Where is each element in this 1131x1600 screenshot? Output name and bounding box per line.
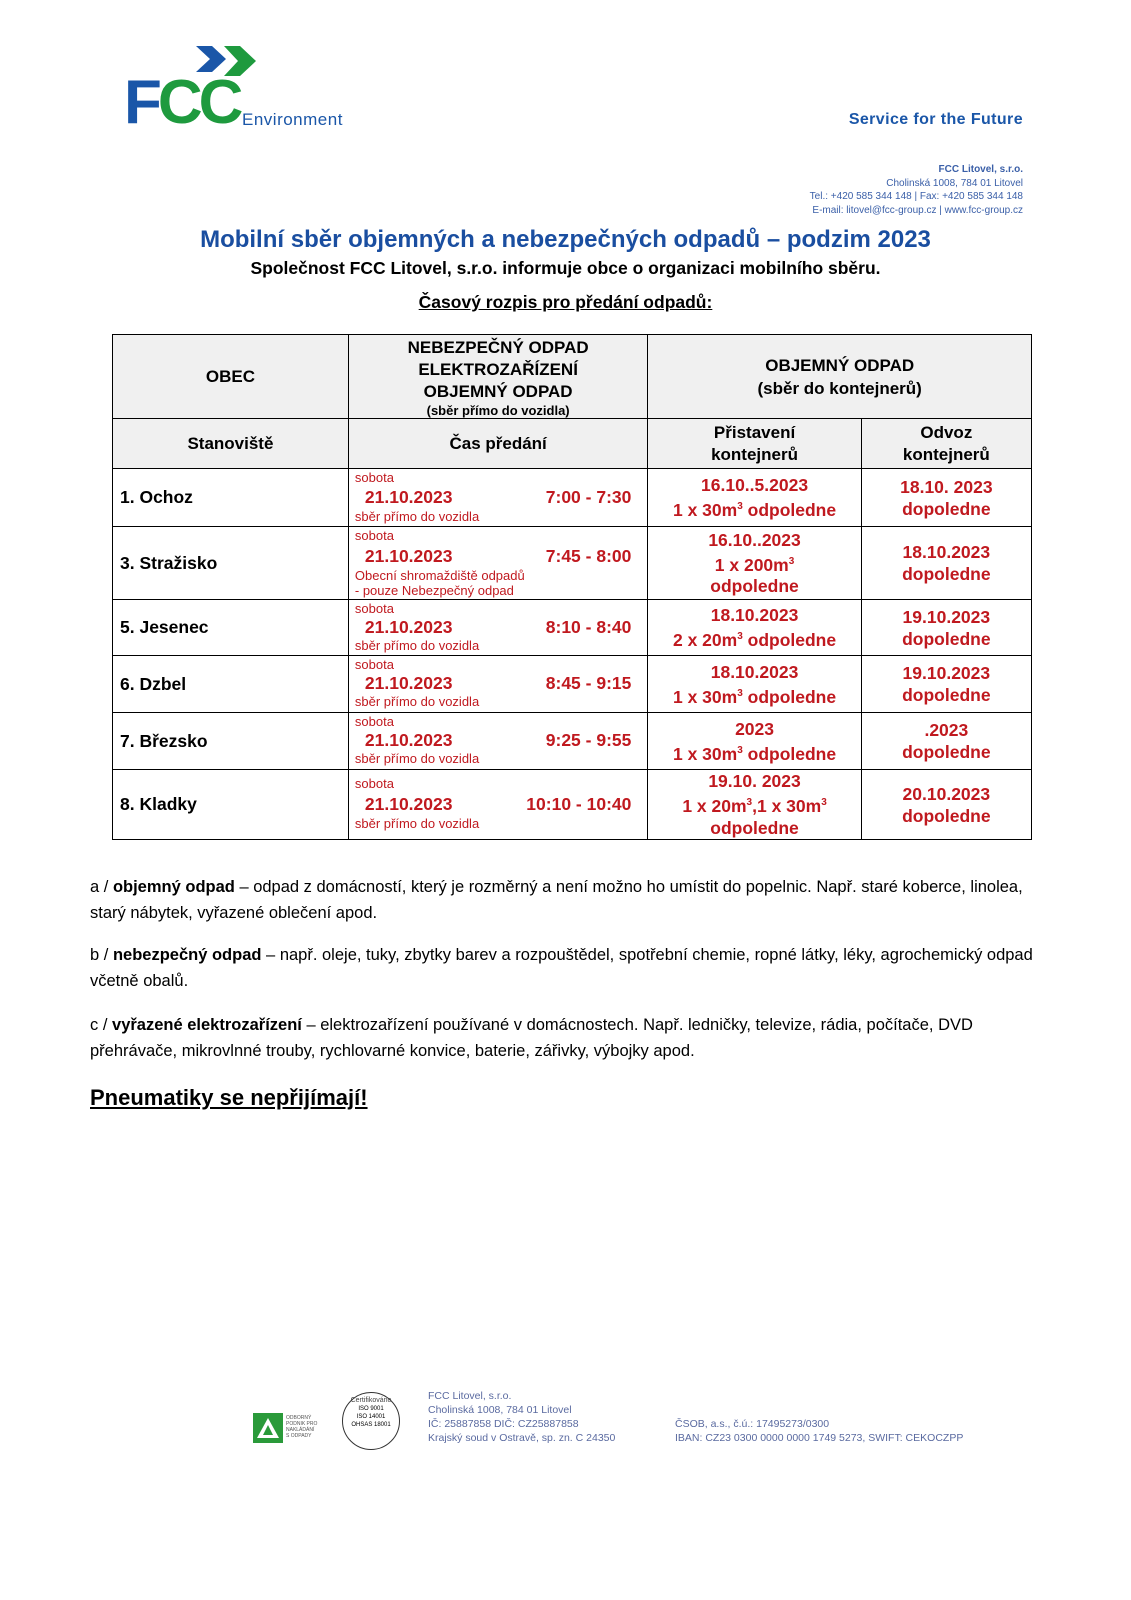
note-electronics — [90, 1012, 1050, 1064]
row-note: sběr přímo do vozidla — [354, 638, 480, 653]
contact-company: FCC Litovel, s.r.o. — [938, 164, 1023, 175]
tagline: Service for the Future — [848, 111, 1023, 128]
row-time-cell — [348, 656, 647, 713]
note-text: – např. oleje, tuky, zbytky barev a rozpouštědel, spotřební chemie, ropné látky, léky, agrochemický odpad včetně obalů. — [90, 946, 1033, 990]
logo-letter-c2: C — [198, 68, 240, 137]
row-delivery — [648, 600, 861, 656]
header-group-container-note: (sběr do kontejnerů) — [757, 378, 922, 398]
row-note: sběr přímo do vozidla — [354, 509, 480, 524]
schedule-table — [112, 334, 1032, 840]
row-delivery-line: odpoledne — [710, 817, 799, 838]
row-time-cell — [348, 713, 647, 770]
row-place: 6. Dzbel — [113, 656, 349, 713]
row-pickup-line: dopoledne — [902, 628, 991, 649]
row-delivery-line: 2023 — [735, 718, 774, 739]
header-odvoz-line: Odvoz — [920, 422, 973, 442]
row-day: sobota — [354, 657, 394, 672]
footer-company: FCC Litovel, s.r.o. — [428, 1390, 512, 1402]
row-delivery — [648, 656, 861, 713]
header-group-container — [648, 335, 1032, 419]
row-date: 21.10.2023 — [364, 730, 453, 750]
row-date: 21.10.2023 — [364, 546, 453, 566]
table-row — [113, 600, 1032, 656]
row-pickup-line: dopoledne — [902, 564, 991, 584]
row-place: 7. Březsko — [113, 713, 349, 770]
note-term: nebezpečný odpad — [112, 946, 262, 964]
row-pickup — [861, 713, 1031, 770]
row-note: Obecní shromaždiště odpadů — [354, 568, 525, 583]
header-group-direct-line: NEBEZPEČNÝ ODPAD — [407, 338, 589, 357]
contact-block — [810, 163, 1023, 217]
row-place: 1. Ochoz — [113, 469, 349, 527]
row-date: 21.10.2023 — [364, 487, 453, 507]
row-day: sobota — [354, 470, 394, 485]
waste-company-text — [286, 1415, 317, 1439]
row-delivery-line: 2 x $20m^3$ odpoledne — [672, 629, 837, 650]
note-text: – odpad z domácností, který je rozměrný a není možno ho umístit do popelnic. Např. staré koberce, linolea, starý nábytek, vyřazené oblečení apod. — [90, 878, 1023, 922]
row-time-cell — [348, 770, 647, 840]
footer-address: Cholinská 1008, 784 01 Litovel — [428, 1404, 572, 1416]
header-pristaveni — [648, 419, 861, 469]
iso-arc-text: Certifikováno — [350, 1397, 392, 1404]
odp-line: PODNIK PRO — [286, 1421, 318, 1427]
header-group-direct-note: (sběr přímo do vozidla) — [426, 403, 570, 418]
header-group-direct-line: ELEKTROZAŘÍZENÍ — [418, 360, 578, 379]
row-note: sběr přímo do vozidla — [354, 751, 480, 766]
contact-address: Cholinská 1008, 784 01 Litovel — [886, 177, 1023, 189]
row-pickup-line: dopoledne — [902, 498, 991, 519]
row-place: 8. Kladky — [113, 770, 349, 840]
row-place: 3. Stražisko — [113, 527, 349, 600]
row-pickup-line: dopoledne — [902, 742, 991, 762]
odp-line: NAKLÁDÁNÍ — [286, 1427, 315, 1433]
note-text: – elektrozařízení používané v domácnostech. Např. ledničky, televize, rádia, počítače, DVD přehrávače, mikrovlnné trouby, rychlovarné konvice, baterie, zářivky, výbojky apod. — [90, 1016, 973, 1060]
note-prefix: a / — [90, 878, 113, 896]
logo-letter-c1: C — [157, 68, 199, 137]
row-day: sobota — [354, 776, 394, 791]
table-row — [113, 527, 1032, 600]
row-place: 5. Jesenec — [113, 600, 349, 656]
row-pickup — [861, 527, 1031, 600]
row-date: 21.10.2023 — [364, 673, 453, 693]
row-pickup-line: dopoledne — [902, 685, 991, 705]
row-delivery-line: 16.10..5.2023 — [701, 475, 809, 496]
fcc-logo — [124, 68, 240, 137]
waste-company-logo-icon — [253, 1413, 283, 1443]
row-delivery-line: 16.10..2023 — [708, 529, 801, 550]
row-pickup-line: 19.10.2023 — [902, 606, 991, 627]
header-group-direct — [348, 335, 647, 419]
logo-letter-f: F — [124, 68, 158, 137]
note-bulky-waste — [90, 874, 1050, 926]
iso-line: OHSAS 18001 — [351, 1422, 391, 1428]
contact-phone: Tel.: +420 585 344 148 | Fax: +420 585 344 148 — [809, 191, 1023, 202]
row-pickup — [861, 469, 1031, 527]
header-pristaveni-line: kontejnerů — [711, 444, 798, 464]
header-group-container-title: OBJEMNÝ ODPAD — [765, 355, 915, 375]
row-note: - pouze Nebezpečný odpad — [354, 583, 514, 598]
table-row — [113, 713, 1032, 770]
row-note: sběr přímo do vozidla — [354, 816, 480, 831]
footer-ids: IČ: 25887858 DIČ: CZ25887858 — [428, 1418, 579, 1430]
row-note: sběr přímo do vozidla — [354, 694, 480, 709]
tires-notice: Pneumatiky se nepřijímají! — [90, 1085, 368, 1110]
row-time: 10:10 - 10:40 — [526, 794, 632, 814]
row-delivery — [648, 469, 861, 527]
iso-line: ISO 14001 — [356, 1414, 386, 1420]
row-delivery-line: 18.10.2023 — [710, 605, 799, 626]
note-term: vyřazené elektrozařízení — [112, 1016, 302, 1034]
header-cas: Čas předání — [348, 419, 647, 469]
row-delivery-line: 1 x $30m^3$ odpoledne — [672, 743, 837, 764]
contact-email: E-mail: litovel@fcc-group.cz | www.fcc-group.cz — [812, 204, 1023, 216]
header-pristaveni-line: Přistavení — [713, 422, 796, 442]
note-prefix: b / — [90, 946, 113, 964]
header-group-direct-line: OBJEMNÝ ODPAD — [423, 382, 573, 401]
row-date: 21.10.2023 — [364, 794, 453, 814]
note-term: objemný odpad — [112, 878, 235, 896]
row-time-cell — [348, 527, 647, 600]
iso-certification-seal — [342, 1392, 400, 1450]
table-row — [113, 770, 1032, 840]
logo-subtitle: Environment — [242, 110, 343, 129]
row-time: 8:10 - 8:40 — [545, 617, 632, 637]
row-time-cell — [348, 600, 647, 656]
row-delivery-line: 18.10.2023 — [710, 661, 799, 682]
row-time-cell — [348, 469, 647, 527]
row-delivery — [648, 713, 861, 770]
row-time: 9:25 - 9:55 — [545, 730, 632, 750]
row-delivery-line: 1 x $30m^3$ odpoledne — [672, 686, 837, 707]
page-subtitle: Společnost FCC Litovel, s.r.o. informuje obce o organizaci mobilního sběru. — [250, 258, 881, 278]
row-pickup — [861, 770, 1031, 840]
row-day: sobota — [354, 601, 394, 616]
row-time: 8:45 - 9:15 — [545, 673, 632, 693]
footer-court: Krajský soud v Ostravě, sp. zn. C 24350 — [428, 1432, 616, 1444]
iso-line: ISO 9001 — [358, 1406, 384, 1412]
header-obec: OBEC — [113, 335, 349, 419]
row-delivery-line: 1 x $20m^3,1$ x $30m^3$ — [682, 795, 827, 816]
header-odvoz — [861, 419, 1031, 469]
row-time: 7:45 - 8:00 — [545, 546, 632, 566]
row-delivery — [648, 770, 861, 840]
footer-company-block — [428, 1389, 615, 1445]
row-delivery — [648, 527, 861, 600]
note-hazardous-waste — [90, 942, 1050, 994]
row-pickup-line: 18.10. 2023 — [900, 476, 993, 497]
row-day: sobota — [354, 528, 394, 543]
note-prefix: c / — [90, 1016, 113, 1034]
header-odvoz-line: kontejnerů — [902, 444, 990, 464]
row-delivery-line: 19.10. 2023 — [708, 771, 801, 792]
footer-iban: IBAN: CZ23 0300 0000 0000 1749 5273, SWIFT: CEKOCZPP — [675, 1432, 964, 1444]
table-row — [113, 469, 1032, 527]
row-pickup-line: 18.10.2023 — [902, 542, 991, 562]
row-pickup — [861, 600, 1031, 656]
row-pickup-line: dopoledne — [902, 805, 991, 826]
header-stanoviste: Stanoviště — [113, 419, 349, 469]
footer-bank-block — [675, 1417, 963, 1445]
odp-line: ODBORNÝ — [286, 1415, 312, 1421]
page-title: Mobilní sběr objemných a nebezpečných odpadů – podzim 2023 — [200, 226, 931, 253]
row-pickup-line: .2023 — [924, 720, 969, 740]
row-date: 21.10.2023 — [364, 617, 453, 637]
row-pickup — [861, 656, 1031, 713]
row-delivery-line: 1 x $30m^3$ odpoledne — [672, 499, 837, 520]
schedule-heading: Časový rozpis pro předání odpadů: — [418, 292, 713, 312]
row-delivery-line: 1 x $200m^3$ — [714, 554, 795, 575]
row-time: 7:00 - 7:30 — [545, 487, 632, 507]
footer-bank: ČSOB, a.s., č.ú.: 17495273/0300 — [675, 1418, 830, 1430]
row-pickup-line: 19.10.2023 — [902, 663, 991, 683]
row-day: sobota — [354, 714, 394, 729]
odp-line: S ODPADY — [286, 1433, 312, 1439]
row-delivery-line: odpoledne — [710, 576, 799, 597]
row-pickup-line: 20.10.2023 — [902, 783, 991, 804]
table-row — [113, 656, 1032, 713]
